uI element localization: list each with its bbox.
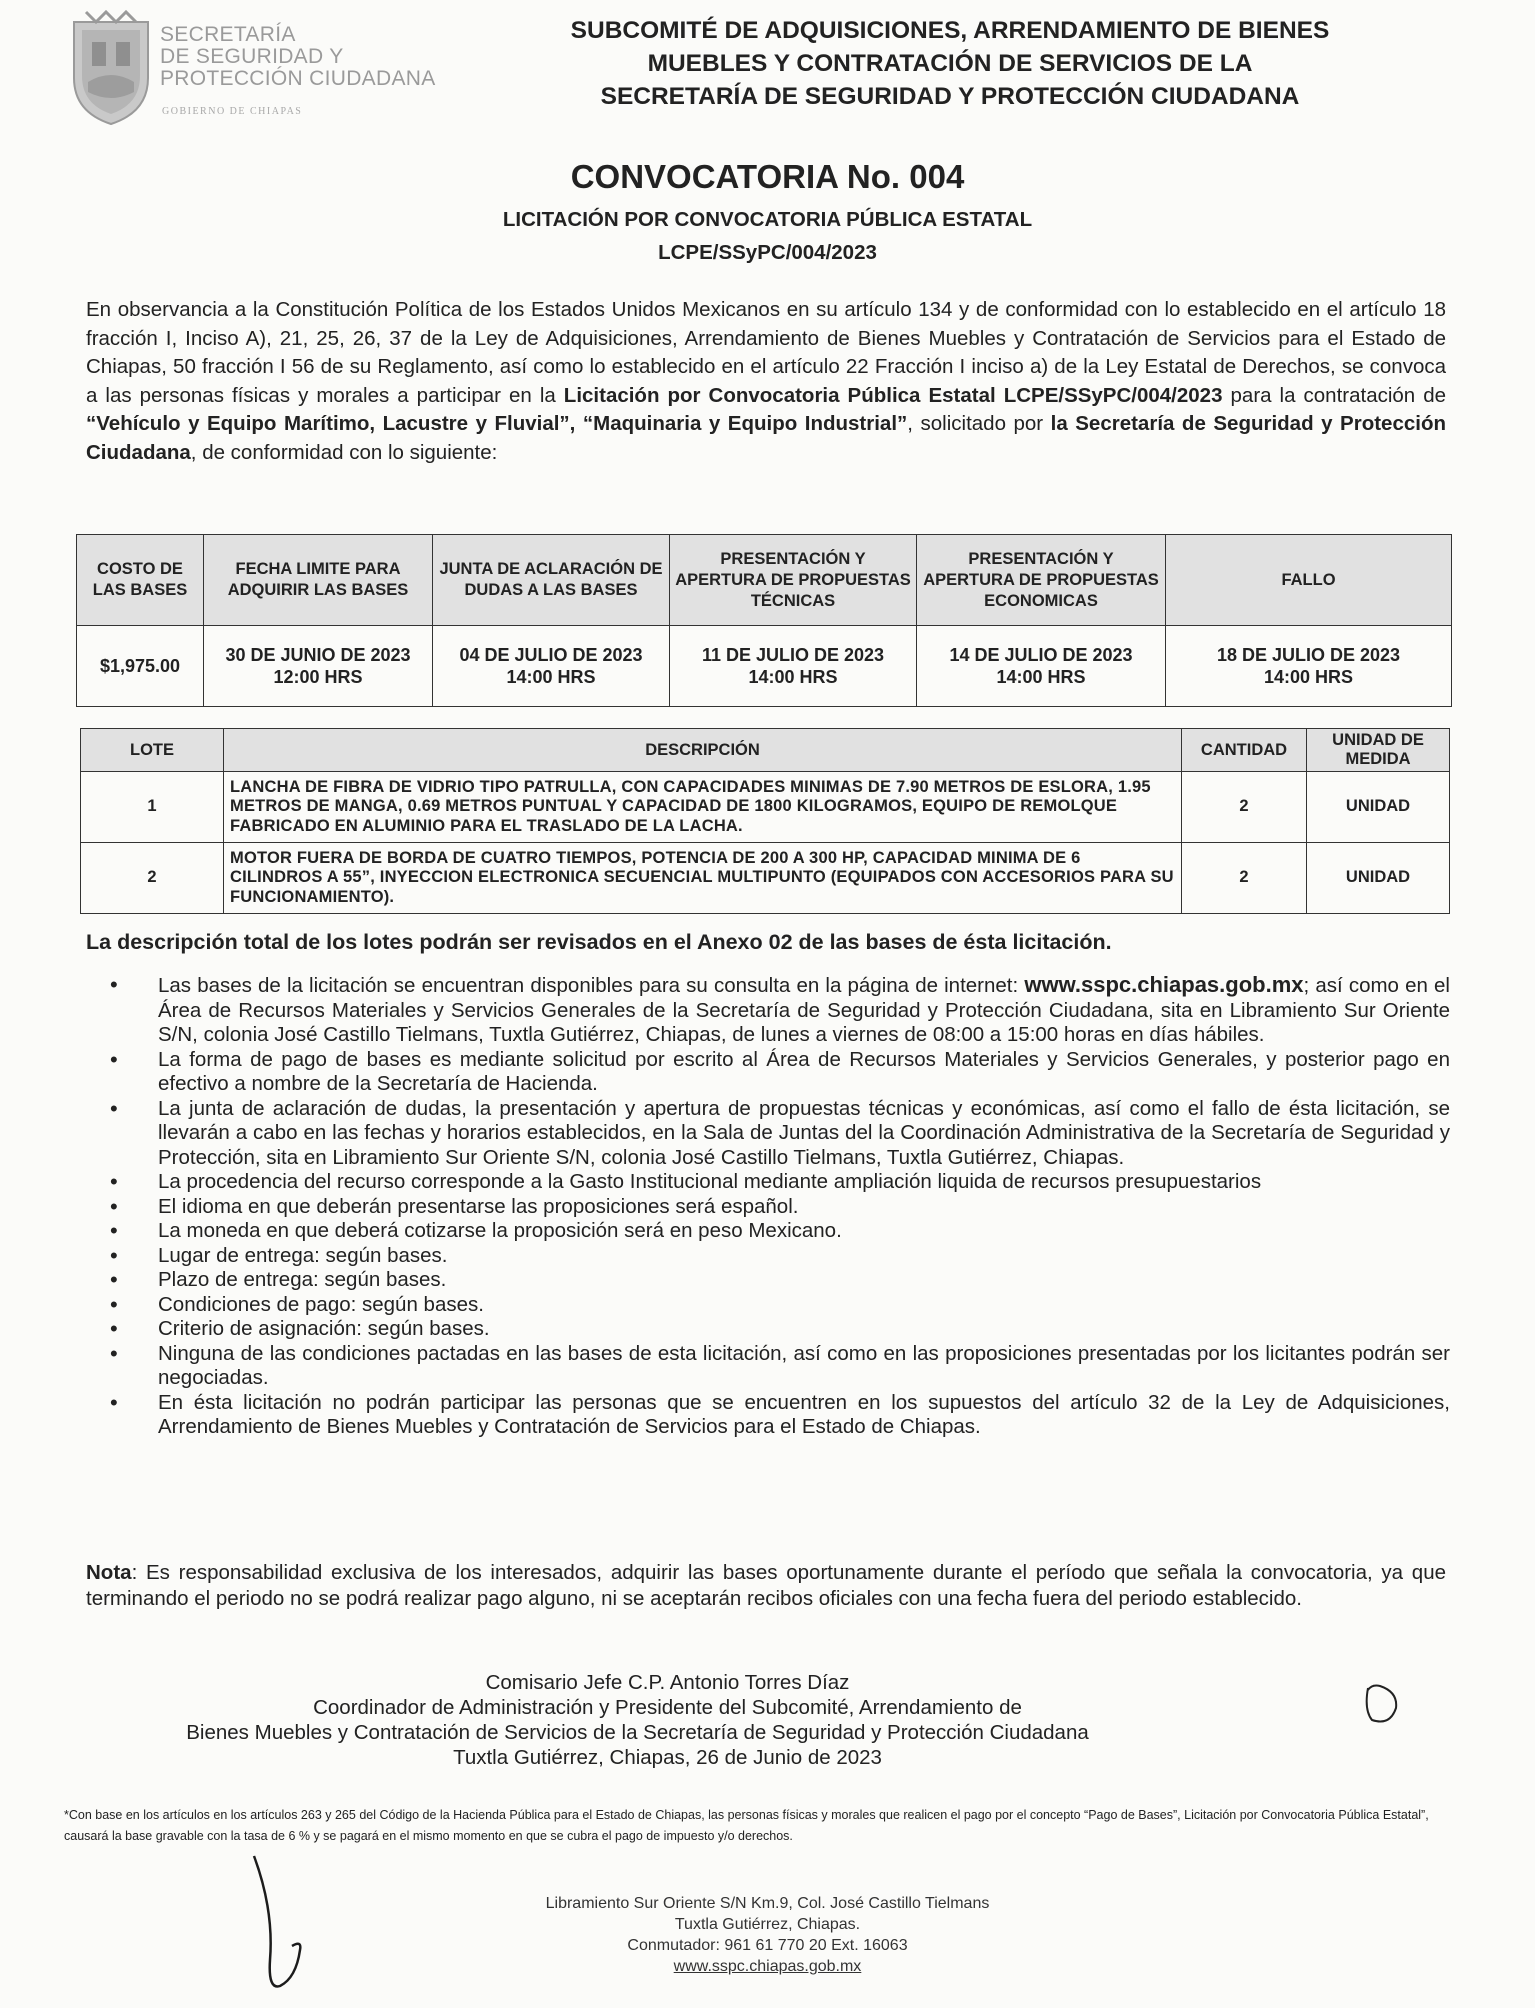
table-header-cell: FALLO xyxy=(1166,535,1452,626)
table-header-cell: CANTIDAD xyxy=(1182,729,1307,772)
lot-number: 1 xyxy=(81,772,224,843)
lot-quantity: 2 xyxy=(1182,772,1307,843)
initials-mark-icon xyxy=(1358,1680,1408,1728)
lot-description: LANCHA DE FIBRA DE VIDRIO TIPO PATRULLA, CON CAPACIDADES MINIMAS DE 7.90 METROS DE ESLORA, 1.95 METROS DE MANGA, 0.69 METROS PUNTUAL Y CAPACIDAD DE 1800 KILOGRAMOS, EQUIPO DE REMOLQUE FABRICADO EN ALUMINIO PARA EL TRASLADO DE LA LACHA. xyxy=(224,772,1182,843)
document-subtitle: LICITACIÓN POR CONVOCATORIA PÚBLICA ESTATAL xyxy=(502,208,1033,231)
table-header-cell: FECHA LIMITE PARA ADQUIRIR LAS BASES xyxy=(204,535,433,626)
list-item: • La moneda en que deberá cotizarse la proposición será en peso Mexicano. xyxy=(100,1219,1450,1244)
committee-heading: SUBCOMITÉ DE ADQUISICIONES, ARRENDAMIENTO DE BIENES MUEBLES Y CONTRATACIÓN DE SERVICIOS DE LA SECRETARÍA DE SEGURIDAD Y PROTECCIÓN CIUDADANA xyxy=(570,17,1330,110)
date-cell: 11 DE JULIO DE 2023 14:00 HRS xyxy=(670,626,917,707)
date-cell: 30 DE JUNIO DE 2023 12:00 HRS xyxy=(204,626,433,707)
lot-unit: UNIDAD xyxy=(1307,772,1450,843)
logo-government-label: GOBIERNO DE CHIAPAS xyxy=(162,106,303,117)
date-cell: 04 DE JULIO DE 2023 14:00 HRS xyxy=(433,626,670,707)
table-header-cell: JUNTA DE ACLARACIÓN DE DUDAS A LAS BASES xyxy=(433,535,670,626)
signatory-role: Bienes Muebles y Contratación de Servicios de la Secretaría de Seguridad y Protección Ciudadana xyxy=(186,1721,1089,1744)
date-cell: 14 DE JULIO DE 2023 14:00 HRS xyxy=(917,626,1166,707)
lots-table xyxy=(80,728,1450,914)
lot-number: 2 xyxy=(81,843,224,914)
document-title: CONVOCATORIA No. 004 xyxy=(570,158,965,195)
tender-code: LCPE/SSyPC/004/2023 xyxy=(658,241,877,264)
list-item: • La junta de aclaración de dudas, la presentación y apertura de propuestas técnicas y económicas, así como el fallo de ésta licitación, se llevarán a cabo en las fechas y horarios establecidos, en la Sala de Juntas del la Coordinación Administrativa de la Secretaría de Seguridad y Protección, sita en Libramiento Sur Oriente S/N, colonia José Castillo Tielmans, Tuxtla Gutiérrez, Chiapas. xyxy=(100,1097,1450,1171)
coat-of-arms-icon xyxy=(66,8,156,128)
table-header-row xyxy=(77,535,1452,626)
website-link[interactable]: www.sspc.chiapas.gob.mx xyxy=(1024,972,1304,997)
lots-note: La descripción total de los lotes podrán ser revisados en el Anexo 02 de las bases de ésta licitación. xyxy=(86,930,1112,954)
schedule-table xyxy=(76,534,1452,707)
list-item: • La forma de pago de bases es mediante solicitud por escrito al Área de Recursos Materiales y Servicios Generales, y posterior pago en efectivo a nombre de la Secretaría de Hacienda. xyxy=(100,1048,1450,1097)
signatory-role: Coordinador de Administración y Presidente del Subcomité, Arrendamiento de xyxy=(313,1696,1022,1719)
lot-unit: UNIDAD xyxy=(1307,843,1450,914)
table-header-cell: PRESENTACIÓN Y APERTURA DE PROPUESTAS ECONOMICAS xyxy=(917,535,1166,626)
list-item: • Lugar de entrega: según bases. xyxy=(100,1244,1450,1269)
list-item: • Criterio de asignación: según bases. xyxy=(100,1317,1450,1342)
list-item: • Ninguna de las condiciones pactadas en las bases de esta licitación, así como en las proposiciones presentadas por los licitantes podrán ser negociadas. xyxy=(100,1342,1450,1391)
table-header-cell: PRESENTACIÓN Y APERTURA DE PROPUESTAS TÉCNICAS xyxy=(670,535,917,626)
table-header-cell: DESCRIPCIÓN xyxy=(224,729,1182,772)
bases-cost: $1,975.00 xyxy=(77,626,204,707)
place-date: Tuxtla Gutiérrez, Chiapas, 26 de Junio de 2023 xyxy=(453,1746,882,1769)
footnote: *Con base en los artículos en los artículos 263 y 265 del Código de la Hacienda Pública para el Estado de Chiapas, las personas físicas y morales que realicen el pago por el concepto “Pago de Bases”, Licitación por Convocatoria Pública Estatal”, causará la base gravable con la tasa de 6 % y se pagará en el mismo momento en que se cubra el pago de impuesto y/o derechos. xyxy=(64,1808,1429,1843)
list-item: • Las bases de la licitación se encuentran disponibles para su consulta en la página de internet: www.sspc.chiapas.gob.mx; así como en el Área de Recursos Materiales y Servicios Generales de la Secretaría de Seguridad y Protección Ciudadana, sita en Libramiento Sur Oriente S/N, colonia José Castillo Tielmans, Tuxtla Gutiérrez, Chiapas, de lunes a viernes de 08:00 a 15:00 horas en días hábiles. xyxy=(100,973,1450,1048)
lot-quantity: 2 xyxy=(1182,843,1307,914)
list-item: • El idioma en que deberán presentarse las proposiciones será español. xyxy=(100,1195,1450,1220)
list-item: • Condiciones de pago: según bases. xyxy=(100,1293,1450,1318)
note-paragraph: Nota: Es responsabilidad exclusiva de los interesados, adquirir las bases oportunamente durante el período que señala la convocatoria, ya que terminando el periodo no se podrá realizar pago alguno, ni se aceptarán recibos oficiales con una fecha fuera del periodo establecido. xyxy=(86,1561,1446,1610)
table-row xyxy=(81,772,1450,843)
signature-block xyxy=(0,1670,1535,1770)
lot-description: MOTOR FUERA DE BORDA DE CUATRO TIEMPOS, POTENCIA DE 200 A 300 HP, CAPACIDAD MINIMA DE 6 CILINDROS A 55”, INYECCION ELECTRONICA SECUENCIAL MULTIPUNTO (EQUIPADOS CON ACCESORIOS PARA SU FUNCIONAMIENTO). xyxy=(224,843,1182,914)
logo-wordmark: SECRETARÍA DE SEGURIDAD Y PROTECCIÓN CIUDADANA xyxy=(160,23,436,90)
table-row xyxy=(77,626,1452,707)
institution-logo xyxy=(66,8,466,128)
table-header-cell: LOTE xyxy=(81,729,224,772)
date-cell: 18 DE JULIO DE 2023 14:00 HRS xyxy=(1166,626,1452,707)
table-header-cell: COSTO DE LAS BASES xyxy=(77,535,204,626)
table-header-row xyxy=(81,729,1450,772)
footer-address: Libramiento Sur Oriente S/N Km.9, Col. José Castillo Tielmans Tuxtla Gutiérrez, Chiapas. Conmutador: 961 61 770 20 Ext. 16063 www.sspc.chiapas.gob.mx xyxy=(0,1893,1535,1977)
list-item: • La procedencia del recurso corresponde a la Gasto Institucional mediante ampliación liquida de recursos presupuestarios xyxy=(100,1170,1450,1195)
conditions-list xyxy=(100,973,1450,1440)
table-header-cell: UNIDAD DE MEDIDA xyxy=(1307,729,1450,772)
list-item: • Plazo de entrega: según bases. xyxy=(100,1268,1450,1293)
signatory-name: Comisario Jefe C.P. Antonio Torres Díaz xyxy=(485,1671,850,1694)
list-item: • En ésta licitación no podrán participar las personas que se encuentren en los supuestos del artículo 32 de la Ley de Adquisiciones, Arrendamiento de Bienes Muebles y Contratación de Servicios para el Estado de Chiapas. xyxy=(100,1391,1450,1440)
footer-website-link[interactable]: www.sspc.chiapas.gob.mx xyxy=(673,1958,862,1975)
intro-paragraph: En observancia a la Constitución Política de los Estados Unidos Mexicanos en su artículo 134 y de conformidad con lo establecido en el artículo 18 fracción I, Inciso A), 21, 25, 26, 37 de la Ley de Adquisiciones, Arrendamiento de Bienes Muebles y Contratación de Servicios para el Estado de Chiapas, 50 fracción I 56 de su Reglamento, así como lo establecido en el artículo 22 Fracción I inciso a) de la Ley Estatal de Derechos, se convoca a las personas físicas y morales a participar en la Licitación por Convocatoria Pública Estatal LCPE/SSyPC/004/2023 para la contratación de “Vehículo y Equipo Marítimo, Lacustre y Fluvial”, “Maquinaria y Equipo Industrial”, solicitado por la Secretaría de Seguridad y Protección Ciudadana, de conformidad con lo siguiente: xyxy=(86,298,1447,464)
table-row xyxy=(81,843,1450,914)
